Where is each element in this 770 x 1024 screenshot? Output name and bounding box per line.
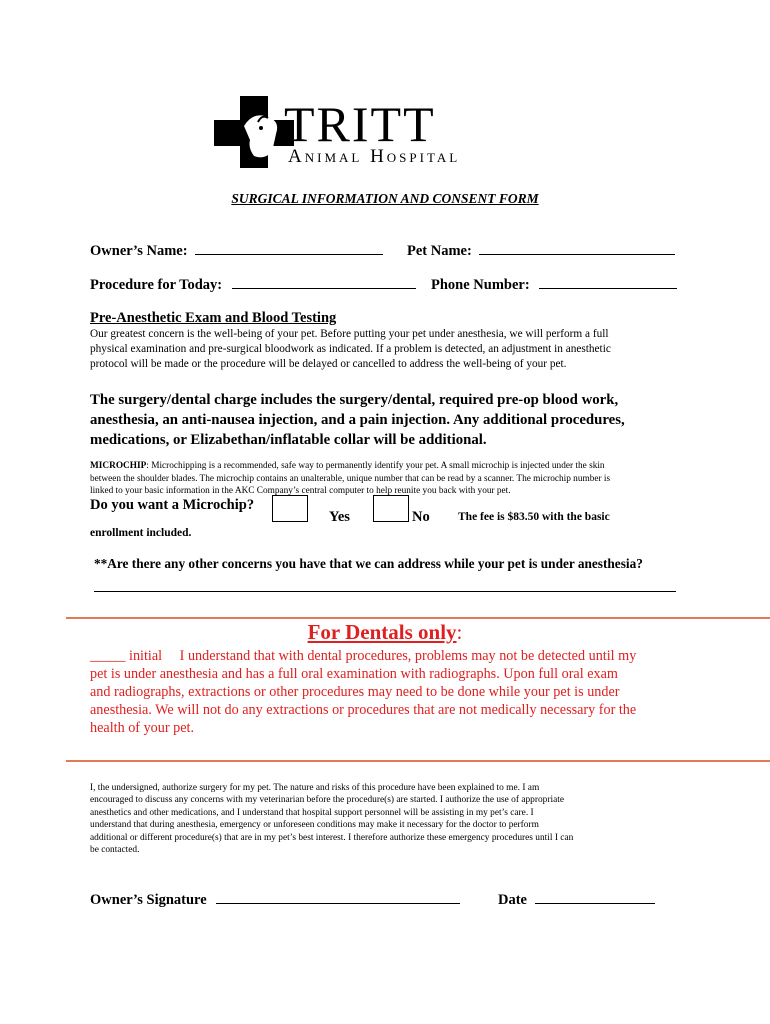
consent-line: encouraged to discuss any concerns with my veterinarian before the procedure(s) are started. I authorize the use of appropriate xyxy=(90,795,565,806)
dental-initial-blank[interactable]: _____ initial xyxy=(90,648,163,664)
microchip-paragraph xyxy=(90,460,690,498)
dental-heading-colon: : xyxy=(456,620,463,644)
phone-blank[interactable] xyxy=(539,287,677,289)
dental-line: health of your pet. xyxy=(90,720,195,736)
microchip-yes-option[interactable] xyxy=(272,495,308,522)
dental-section-bottom-divider xyxy=(66,760,770,762)
pet-name-blank[interactable] xyxy=(479,253,675,255)
consent-line: be contacted. xyxy=(90,845,140,856)
pre-anesthetic-line: protocol will be made or the procedure will be delayed or cancelled to address the well-being of your pet. xyxy=(90,358,567,370)
owner-name-label: Owner’s Name: xyxy=(90,243,188,259)
phone-label: Phone Number: xyxy=(431,277,530,293)
consent-line: understand that during anesthesia, emergency or unforeseen conditions may make it necessary for the doctor to perform xyxy=(90,820,539,831)
consent-line: additional or different procedure(s) that are in my pet’s best interest. I therefore authorize these emergency procedures until I can xyxy=(90,832,574,843)
microchip-fee-line-2: enrollment included. xyxy=(90,527,192,539)
form-title: SURGICAL INFORMATION AND CONSENT FORM xyxy=(231,191,539,206)
owner-signature-label: Owner’s Signature xyxy=(90,892,207,908)
dental-line: and radiographs, extractions or other procedures may need to be done while your pet is under xyxy=(90,684,620,700)
brand-name: TRITT xyxy=(284,96,436,152)
owner-signature-field[interactable] xyxy=(90,892,460,909)
consent-line: I, the undersigned, authorize surgery for my pet. The nature and risks of this procedure have been explained to me. I am xyxy=(90,783,540,793)
microchip-question-row xyxy=(90,496,254,514)
phone-field[interactable] xyxy=(431,277,677,294)
dental-paragraph xyxy=(90,647,690,737)
pre-anesthetic-heading: Pre-Anesthetic Exam and Blood Testing xyxy=(90,310,337,326)
charge-line: medications, or Elizabethan/inflatable collar will be additional. xyxy=(90,432,487,448)
date-label: Date xyxy=(498,892,527,908)
date-blank[interactable] xyxy=(535,902,655,904)
concerns-question: **Are there any other concerns you have that we can address while your pet is under anesthesia? xyxy=(94,556,643,571)
pre-anesthetic-line: Our greatest concern is the well-being of your pet. Before putting your pet under anesthesia, we will perform a full xyxy=(90,328,609,340)
hospital-logo xyxy=(214,96,564,172)
microchip-label: MICROCHIP xyxy=(90,461,147,471)
microchip-yes-checkbox[interactable] xyxy=(272,495,308,522)
microchip-line: between the shoulder blades. The microchip contains an unalterable, unique number that can be read by a scanner. The microchip number is xyxy=(90,473,611,484)
charge-statement xyxy=(90,390,690,450)
microchip-no-label: No xyxy=(412,509,430,525)
procedure-blank[interactable] xyxy=(232,287,416,289)
microchip-no-option[interactable] xyxy=(373,495,409,522)
microchip-fee-line: The fee is $83.50 with the basic xyxy=(458,511,610,523)
procedure-label: Procedure for Today: xyxy=(90,277,223,293)
charge-line: The surgery/dental charge includes the surgery/dental, required pre-op blood work, xyxy=(90,392,619,408)
consent-paragraph xyxy=(90,782,686,856)
dental-section-top-divider xyxy=(66,617,770,619)
microchip-line: : Microchipping is a recommended, safe way to permanently identify your pet. A small microchip is injected under the skin xyxy=(146,461,605,471)
concerns-answer-line[interactable] xyxy=(94,591,676,592)
microchip-yes-label: Yes xyxy=(329,509,350,525)
microchip-no-checkbox[interactable] xyxy=(373,495,409,522)
dental-heading-text: For Dentals only xyxy=(307,620,457,644)
microchip-question: Do you want a Microchip? xyxy=(90,497,255,513)
brand-subtitle: Animal Hospital xyxy=(288,146,461,167)
owner-name-field[interactable] xyxy=(90,243,383,260)
dental-heading xyxy=(0,620,770,645)
microchip-line: linked to your basic information in the AKC Company’s central computer to help reunite you back with your pet. xyxy=(90,486,511,496)
date-field[interactable] xyxy=(498,892,655,909)
owner-name-blank[interactable] xyxy=(195,253,383,255)
consent-line: anesthetics and other medications, and I understand that hospital support personnel will be assisting in my pet’s care. I xyxy=(90,807,534,818)
dental-line: anesthesia. We will not do any extractions or procedures that are not medically necessary for the xyxy=(90,702,637,718)
pet-name-label: Pet Name: xyxy=(407,243,472,259)
dental-line: pet is under anesthesia and has a full oral examination with radiographs. Upon full oral exam xyxy=(90,666,618,682)
pre-anesthetic-paragraph xyxy=(90,327,690,372)
owner-signature-blank[interactable] xyxy=(216,902,460,904)
pet-name-field[interactable] xyxy=(407,243,675,260)
dental-line: I understand that with dental procedures, problems may not be detected until my xyxy=(179,648,637,664)
procedure-field[interactable] xyxy=(90,277,416,294)
pre-anesthetic-line: physical examination and pre-surgical bloodwork as indicated. If a problem is detected, an adjustment in anesthetic xyxy=(90,343,611,355)
charge-line: anesthesia, an anti-nausea injection, and a pain injection. Any additional procedures, xyxy=(90,412,625,428)
